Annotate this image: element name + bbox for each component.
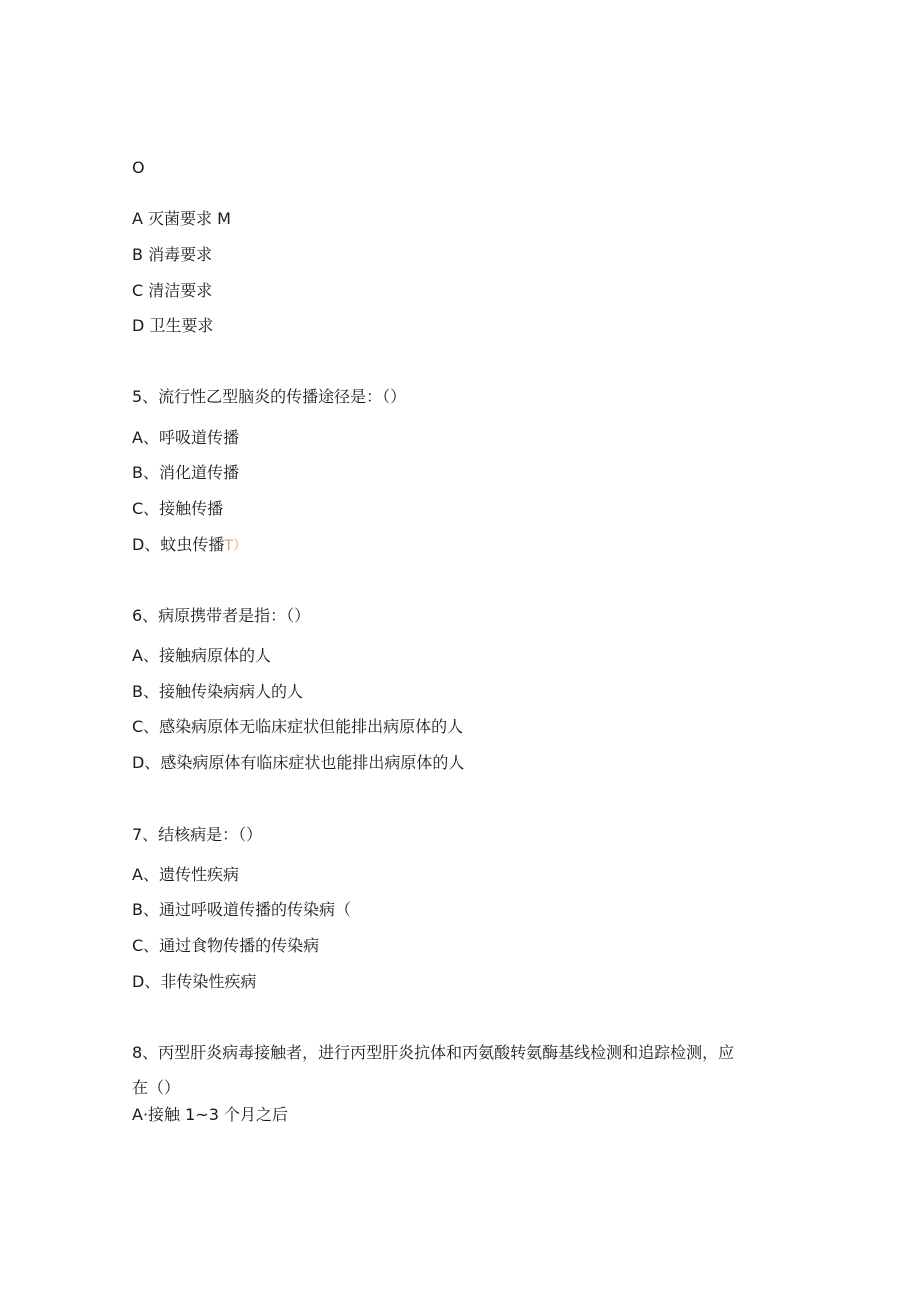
q8-option-a: A·接触 1~3 个月之后: [132, 1105, 288, 1124]
answer-mark: T）: [224, 538, 247, 554]
q6-option-d: D、感染病原体有临床症状也能排出病原体的人: [132, 753, 465, 772]
q8-question-line1: 8、丙型肝炎病毒接触者，进行丙型肝炎抗体和丙氨酸转氨酶基线检测和追踪检测，应: [132, 1043, 735, 1062]
q8-question-line2: 在（）: [132, 1078, 181, 1097]
top-fragment: O: [132, 158, 145, 177]
q6-option-c: C、感染病原体无临床症状但能排出病原体的人: [132, 717, 464, 736]
q5-option-d-row: [132, 535, 247, 556]
q7-option-b: B、通过呼吸道传播的传染病（: [132, 900, 351, 919]
q7-option-c: C、通过食物传播的传染病: [132, 936, 320, 955]
q4-option-a: A 灭菌要求 M: [132, 209, 231, 228]
q5-option-c: C、接触传播: [132, 499, 224, 518]
q5-option-a: A、呼吸道传播: [132, 428, 239, 447]
q7-option-a: A、遗传性疾病: [132, 865, 239, 884]
q4-option-c: C 清洁要求: [132, 281, 213, 300]
q5-question: 5、流行性乙型脑炎的传播途径是：（）: [132, 387, 407, 406]
q4-option-d: D 卫生要求: [132, 316, 214, 335]
q6-option-a: A、接触病原体的人: [132, 646, 271, 665]
q5-option-d: D、蚊虫传播: [132, 535, 225, 554]
q6-question: 6、病原携带者是指：（）: [132, 606, 311, 625]
q6-option-b: B、接触传染病病人的人: [132, 682, 303, 701]
q5-option-b: B、消化道传播: [132, 463, 239, 482]
q4-option-b: B 消毒要求: [132, 245, 213, 264]
q7-option-d: D、非传染性疾病: [132, 972, 257, 991]
q7-question: 7、结核病是：（）: [132, 825, 263, 844]
